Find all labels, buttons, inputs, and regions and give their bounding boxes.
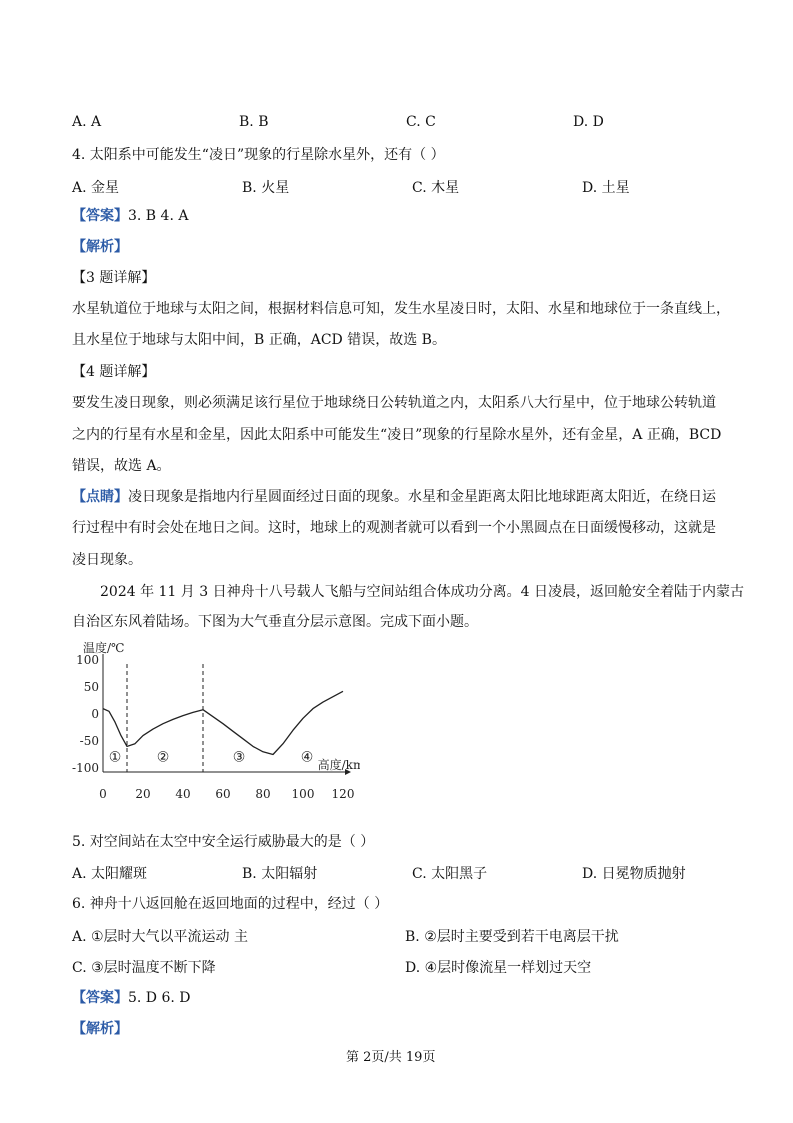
y-tick-label: 50 — [83, 680, 99, 694]
q3-option-d: D. D — [573, 114, 604, 130]
x-axis-title: 高度/km — [317, 758, 360, 772]
y-axis-title: 温度/℃ — [83, 641, 125, 655]
layer-label: ② — [156, 749, 170, 766]
q6-option-c: C. ③层时温度不断下降 — [72, 960, 216, 976]
q3-detail-line: 水星轨道位于地球与太阳之间，根据材料信息可知，发生水星凌日时，太阳、水星和地球位于一条直线上， — [72, 301, 730, 317]
page-footer: 第 2页/共 19页 — [346, 1050, 436, 1065]
x-tick-label: 100 — [291, 787, 315, 801]
q5-option-c: C. 太阳黑子 — [412, 866, 488, 882]
x-tick-label: 60 — [215, 787, 231, 801]
comment-text: 凌日现象是指地内行星圆面经过日面的现象。水星和金星距离太阳比地球距离太阳近，在绕日运 — [128, 489, 716, 505]
analysis-label: 【解析】 — [72, 1021, 128, 1037]
x-tick-label: 120 — [331, 787, 355, 801]
comment-line: 凌日现象。 — [72, 552, 142, 568]
answer-line-2 — [72, 988, 191, 1008]
atmosphere-chart-svg — [60, 640, 360, 810]
comment-line: 行过程中有时会处在地日之间。这时，地球上的观测者就可以看到一个小黑圆点在日面缓慢移动，这就是 — [72, 520, 716, 536]
x-tick-label: 80 — [255, 787, 271, 801]
comment-line — [72, 487, 716, 507]
y-tick-label: -50 — [79, 734, 99, 748]
q3-detail-label: 【3 题详解】 — [72, 270, 156, 286]
x-tick-label: 20 — [135, 787, 151, 801]
q6-option-a: A. ①层时大气以平流运动 主 — [72, 929, 249, 945]
q4-option-d: D. 土星 — [582, 180, 630, 196]
material-line: 自治区东风着陆场。下图为大气垂直分层示意图。完成下面小题。 — [72, 614, 478, 630]
analysis-label: 【解析】 — [72, 239, 128, 255]
q4-option-c: C. 木星 — [412, 180, 460, 196]
y-tick-label: 0 — [91, 707, 99, 721]
q6-option-b: B. ②层时主要受到若干电离层干扰 — [405, 929, 619, 945]
q4-detail-line: 错误，故选 A。 — [72, 458, 171, 474]
q4-detail-line: 之内的行星有水星和金星，因此太阳系中可能发生“凌日”现象的行星除水星外，还有金星，A 正确，BCD — [72, 427, 722, 443]
answer-tag: 【答案】 — [72, 990, 128, 1006]
q5-stem: 5. 对空间站在太空中安全运行威胁最大的是（ ） — [72, 834, 375, 850]
q4-detail-label: 【4 题详解】 — [72, 364, 156, 380]
q4-detail-line: 要发生凌日现象，则必须满足该行星位于地球绕日公转轨道之内，太阳系八大行星中，位于地球公转轨道 — [72, 395, 716, 411]
q4-stem: 4. 太阳系中可能发生“凌日”现象的行星除水星外，还有（ ） — [72, 147, 445, 163]
q3-option-a: A. A — [72, 114, 102, 130]
material-line: 2024 年 11 月 3 日神舟十八号载人飞船与空间站组合体成功分离。4 日凌晨，返回舱安全着陆于内蒙古 — [100, 584, 744, 600]
q6-stem: 6. 神舟十八返回舱在返回地面的过程中，经过（ ） — [72, 896, 389, 912]
layer-label: ① — [108, 749, 122, 766]
answer-text: 5. D 6. D — [128, 990, 191, 1006]
answer-text: 3. B 4. A — [128, 208, 189, 224]
atmosphere-chart — [60, 640, 360, 810]
comment-tag: 【点睛】 — [72, 489, 128, 505]
q4-option-a: A. 金星 — [72, 180, 120, 196]
q4-option-b: B. 火星 — [242, 180, 290, 196]
answer-line-1 — [72, 206, 188, 226]
x-tick-label: 40 — [175, 787, 191, 801]
y-tick-label: -100 — [72, 761, 99, 775]
q5-option-a: A. 太阳耀斑 — [72, 866, 148, 882]
layer-label: ③ — [232, 749, 246, 766]
answer-tag: 【答案】 — [72, 208, 128, 224]
layer-label: ④ — [300, 749, 314, 766]
q3-option-b: B. B — [239, 114, 269, 130]
q5-option-d: D. 日冕物质抛射 — [582, 866, 686, 882]
x-tick-label: 0 — [99, 787, 107, 801]
q3-detail-line: 且水星位于地球与太阳中间，B 正确，ACD 错误，故选 B。 — [72, 332, 446, 348]
q6-option-d: D. ④层时像流星一样划过天空 — [405, 960, 592, 976]
y-tick-label: 100 — [76, 653, 99, 667]
temperature-curve — [103, 691, 343, 754]
q3-option-c: C. C — [406, 114, 436, 130]
q5-option-b: B. 太阳辐射 — [242, 866, 318, 882]
